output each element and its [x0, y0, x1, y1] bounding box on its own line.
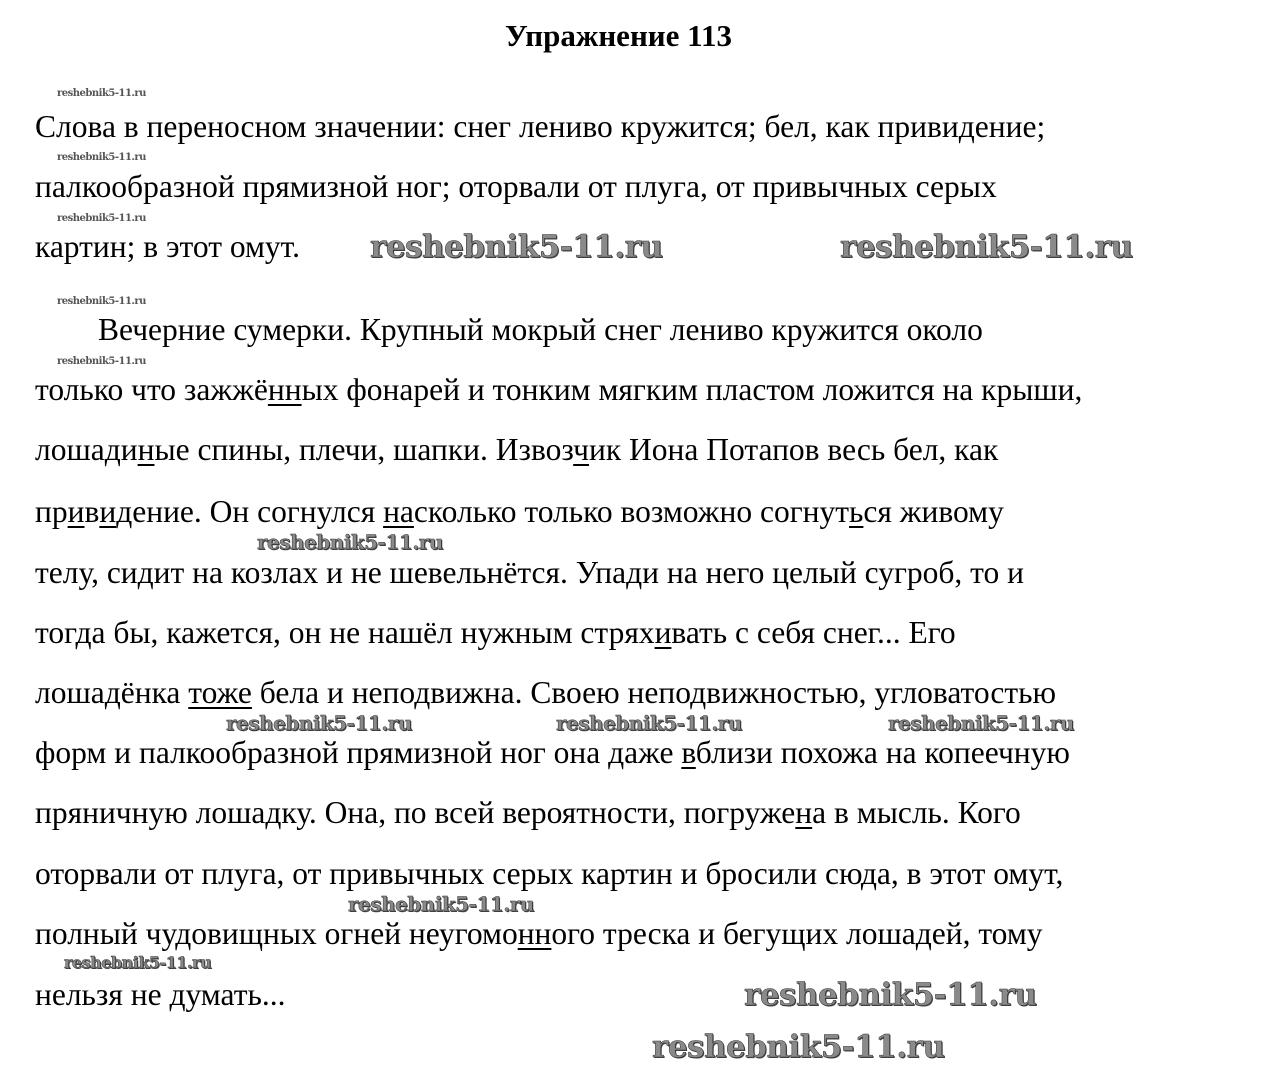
text-segment: тогда бы, кажется, он не нашёл нужным стрях	[35, 615, 655, 650]
text-segment: ые спины, плечи, шапки. Извоз	[154, 432, 574, 467]
text-line	[35, 796, 1021, 830]
text-line	[35, 170, 997, 204]
text-line	[35, 373, 1082, 407]
underlined-spelling: нн	[517, 916, 552, 951]
text-line	[35, 433, 998, 467]
underlined-spelling: в	[681, 735, 696, 770]
text-segment: пр	[35, 494, 68, 529]
watermark: reshebnik5-11.ru	[348, 892, 534, 916]
text-segment: в	[84, 494, 100, 529]
watermark: reshebnik5-11.ru	[57, 356, 146, 367]
text-segment: лошади	[35, 432, 138, 467]
text-segment: Слова в переносном значении: снег лениво кружится; бел, как привидение;	[35, 109, 1046, 144]
watermark: reshebnik5-11.ru	[744, 977, 1037, 1013]
text-segment: лошадёнка	[35, 675, 189, 710]
underlined-spelling: ь	[849, 494, 864, 529]
text-segment: ся живому	[863, 494, 1004, 529]
text-segment: полный чудовищных огней неугомо	[35, 916, 518, 951]
watermark: reshebnik5-11.ru	[64, 953, 212, 972]
text-line	[35, 736, 1070, 770]
text-segment: а в мысль. Кого	[812, 795, 1021, 830]
text-segment: картин; в этот омут.	[35, 229, 300, 264]
text-segment: палкообразной прямизной ног; оторвали от плуга, от привычных серых	[35, 169, 997, 204]
text-line	[35, 556, 1024, 590]
text-segment: близи похожа на копеечную	[695, 735, 1070, 770]
text-segment: ых фонарей и тонким мягким пластом ложится на крыши,	[301, 372, 1083, 407]
text-line	[35, 110, 1045, 144]
text-line	[35, 313, 983, 347]
text-segment: вать с себя снег... Его	[671, 615, 956, 650]
watermark: reshebnik5-11.ru	[370, 229, 663, 265]
text-segment: бела и неподвижна. Своею неподвижностью, угловатостью	[251, 675, 1057, 710]
watermark: reshebnik5-11.ru	[652, 1029, 945, 1065]
text-segment: ик Иона Потапов весь бел, как	[589, 432, 999, 467]
text-segment: форм и палкообразной прямизной ног она даже	[35, 735, 682, 770]
text-segment: только что зажжё	[35, 372, 268, 407]
watermark: reshebnik5-11.ru	[226, 711, 412, 735]
text-segment: дение. Он согнулся	[116, 494, 384, 529]
underlined-spelling: и	[67, 494, 85, 529]
watermark: reshebnik5-11.ru	[57, 88, 146, 99]
underlined-spelling: тоже	[188, 675, 252, 710]
text-segment: ого треска и бегущих лошадей, тому	[551, 916, 1043, 951]
text-line	[35, 676, 1056, 710]
text-line	[35, 495, 1004, 529]
text-segment: оторвали от плуга, от привычных серых картин и бросили сюда, в этот омут,	[35, 856, 1064, 891]
watermark: reshebnik5-11.ru	[57, 213, 146, 224]
underlined-spelling: н	[795, 795, 813, 830]
text-segment: пряничную лошадку. Она, по всей вероятности, погруже	[35, 795, 796, 830]
text-line	[35, 917, 1043, 951]
watermark: reshebnik5-11.ru	[57, 296, 146, 307]
text-line	[35, 616, 956, 650]
watermark: reshebnik5-11.ru	[257, 530, 443, 554]
underlined-spelling: н	[137, 432, 155, 467]
text-segment: нельзя не думать...	[35, 977, 286, 1012]
watermark: reshebnik5-11.ru	[57, 152, 146, 163]
underlined-spelling: на	[383, 494, 414, 529]
text-segment: сколько только возможно согнут	[413, 494, 850, 529]
text-segment: Вечерние сумерки. Крупный мокрый снег лениво кружится около	[35, 312, 983, 347]
watermark: reshebnik5-11.ru	[556, 711, 742, 735]
text-line	[35, 857, 1063, 891]
exercise-title: Упражнение 113	[505, 18, 732, 53]
text-segment: телу, сидит на козлах и не шевельнётся. Упади на него целый сугроб, то и	[35, 555, 1025, 590]
underlined-spelling: ч	[573, 432, 590, 467]
text-line	[35, 978, 285, 1012]
text-line	[35, 230, 300, 264]
underlined-spelling: нн	[267, 372, 302, 407]
watermark: reshebnik5-11.ru	[888, 711, 1074, 735]
underlined-spelling: и	[654, 615, 672, 650]
underlined-spelling: и	[99, 494, 117, 529]
watermark: reshebnik5-11.ru	[840, 229, 1133, 265]
